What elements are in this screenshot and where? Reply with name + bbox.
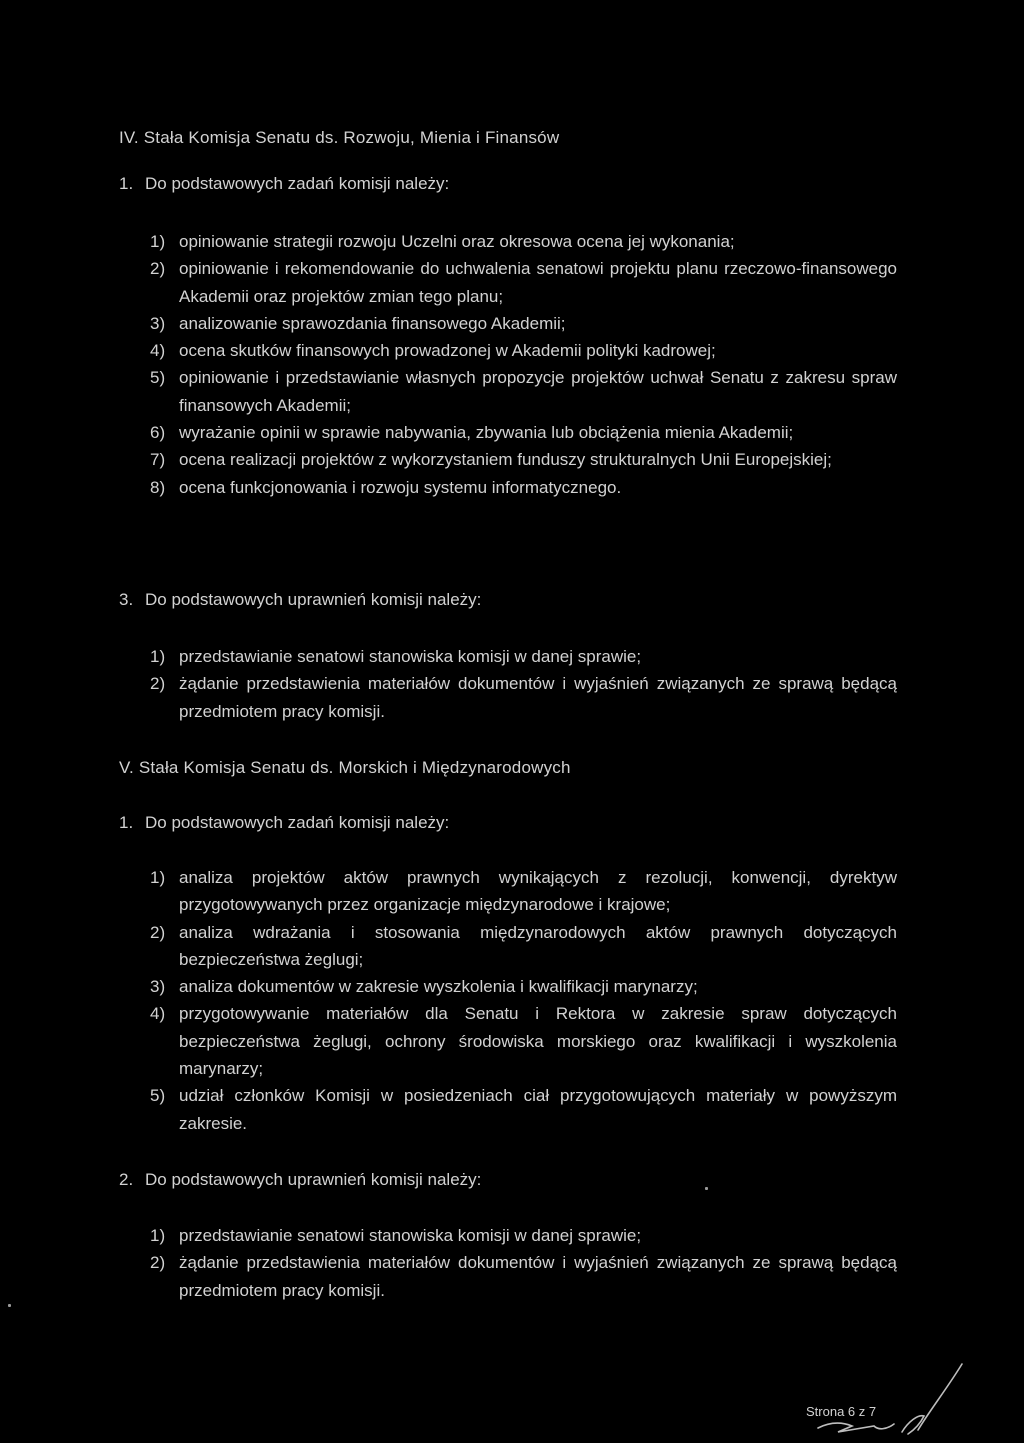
section-v-rights-list [150, 1222, 897, 1304]
item-text: analiza dokumentów w zakresie wyszkolenia i kwalifikacji marynarzy; [179, 977, 698, 997]
list-item [150, 419, 897, 446]
item-number: 2) [150, 259, 166, 279]
item-text: żądanie przedstawienia materiałów dokumentów i wyjaśnień związanych ze sprawą będącą przedmiotem pracy komisji. [179, 1253, 897, 1300]
item-number: 3) [150, 977, 166, 997]
item-text: przedstawianie senatowi stanowiska komisji w danej sprawie; [179, 1226, 642, 1245]
list-item [150, 973, 897, 1000]
lead-number: 1. [119, 174, 134, 193]
lead-text: Do podstawowych zadań komisji należy: [145, 174, 450, 193]
lead-text: Do podstawowych uprawnień komisji należy: [145, 590, 482, 609]
list-item [150, 1000, 897, 1082]
item-number: 1) [150, 868, 166, 887]
list-item [150, 364, 897, 419]
lead-number: 1. [119, 813, 134, 832]
item-text: żądanie przedstawienia materiałów dokumentów i wyjaśnień związanych ze sprawą będącą przedmiotem pracy komisji. [179, 674, 897, 721]
item-text: ocena skutków finansowych prowadzonej w Akademii polityki kadrowej; [179, 341, 716, 361]
list-item [150, 446, 897, 473]
lead-text: Do podstawowych uprawnień komisji należy: [145, 1170, 482, 1189]
item-text: ocena realizacji projektów z wykorzystaniem funduszy strukturalnych Unii Europejskiej; [179, 450, 832, 470]
scan-speck [8, 1304, 11, 1307]
item-text: przedstawianie senatowi stanowiska komisji w danej sprawie; [179, 647, 642, 666]
item-number: 6) [150, 423, 166, 443]
section-iv-heading: IV. Stała Komisja Senatu ds. Rozwoju, Mienia i Finansów [119, 128, 560, 147]
section-v-heading: V. Stała Komisja Senatu ds. Morskich i Międzynarodowych [119, 758, 571, 777]
item-number: 2) [150, 922, 166, 942]
signature-initials [790, 1360, 980, 1440]
item-text: opiniowanie i rekomendowanie do uchwalenia senatowi projektu planu rzeczowo-finansowego Akademii oraz projektów zmian tego planu; [179, 259, 897, 306]
list-item [150, 310, 897, 337]
item-number: 2) [150, 674, 166, 694]
item-number: 2) [150, 1253, 166, 1273]
item-number: 1) [150, 647, 166, 666]
lead-number: 2. [119, 1170, 134, 1189]
list-item [150, 474, 897, 501]
list-item [150, 1222, 897, 1249]
list-item [150, 670, 897, 725]
item-number: 5) [150, 1086, 166, 1106]
list-item [150, 337, 897, 364]
item-text: przygotowywanie materiałów dla Senatu i Rektora w zakresie spraw dotyczących bezpieczeństwa żeglugi, ochrony środowiska morskiego oraz kwalifikacji i wyszkolenia marynarzy; [179, 1004, 897, 1079]
item-text: wyrażanie opinii w sprawie nabywania, zbywania lub obciążenia mienia Akademii; [179, 423, 794, 443]
item-number: 5) [150, 368, 166, 388]
item-number: 1) [150, 232, 166, 251]
item-text: analiza wdrażania i stosowania międzynarodowych aktów prawnych dotyczących bezpieczeństwa żeglugi; [179, 922, 897, 969]
section-iv-tasks-lead [119, 174, 449, 194]
item-text: opiniowanie strategii rozwoju Uczelni oraz okresowa ocena jej wykonania; [179, 232, 735, 251]
lead-number: 3. [119, 590, 134, 609]
list-item [150, 228, 897, 255]
item-text: analizowanie sprawozdania finansowego Akademii; [179, 313, 566, 333]
page-number: Strona 6 z 7 [806, 1404, 877, 1419]
item-text: opiniowanie i przedstawianie własnych propozycje projektów uchwał Senatu z zakresu spraw finansowych Akademii; [179, 368, 897, 415]
scan-speck [705, 1187, 708, 1190]
item-number: 4) [150, 341, 166, 361]
item-number: 4) [150, 1004, 166, 1024]
list-item [150, 864, 897, 919]
list-item [150, 255, 897, 310]
list-item [150, 643, 897, 670]
list-item [150, 1249, 897, 1304]
item-text: analiza projektów aktów prawnych wynikających z rezolucji, konwencji, dyrektyw przygotowywanych przez organizacje międzynarodowe i krajowe; [179, 868, 897, 915]
section-v-rights-lead [119, 1170, 481, 1190]
section-iv-rights-list [150, 643, 897, 725]
item-text: ocena funkcjonowania i rozwoju systemu informatycznego. [179, 477, 622, 497]
section-iv-tasks-list [150, 228, 897, 501]
item-number: 3) [150, 313, 166, 333]
section-v-tasks-list [150, 864, 897, 1137]
item-number: 7) [150, 450, 166, 470]
item-text: udział członków Komisji w posiedzeniach ciał przygotowujących materiały w powyższym zakresie. [179, 1086, 897, 1133]
item-number: 1) [150, 1226, 166, 1245]
list-item [150, 919, 897, 974]
section-v-tasks-lead [119, 813, 449, 833]
list-item [150, 1082, 897, 1137]
lead-text: Do podstawowych zadań komisji należy: [145, 813, 450, 832]
item-number: 8) [150, 477, 166, 497]
section-iv-rights-lead [119, 590, 481, 610]
